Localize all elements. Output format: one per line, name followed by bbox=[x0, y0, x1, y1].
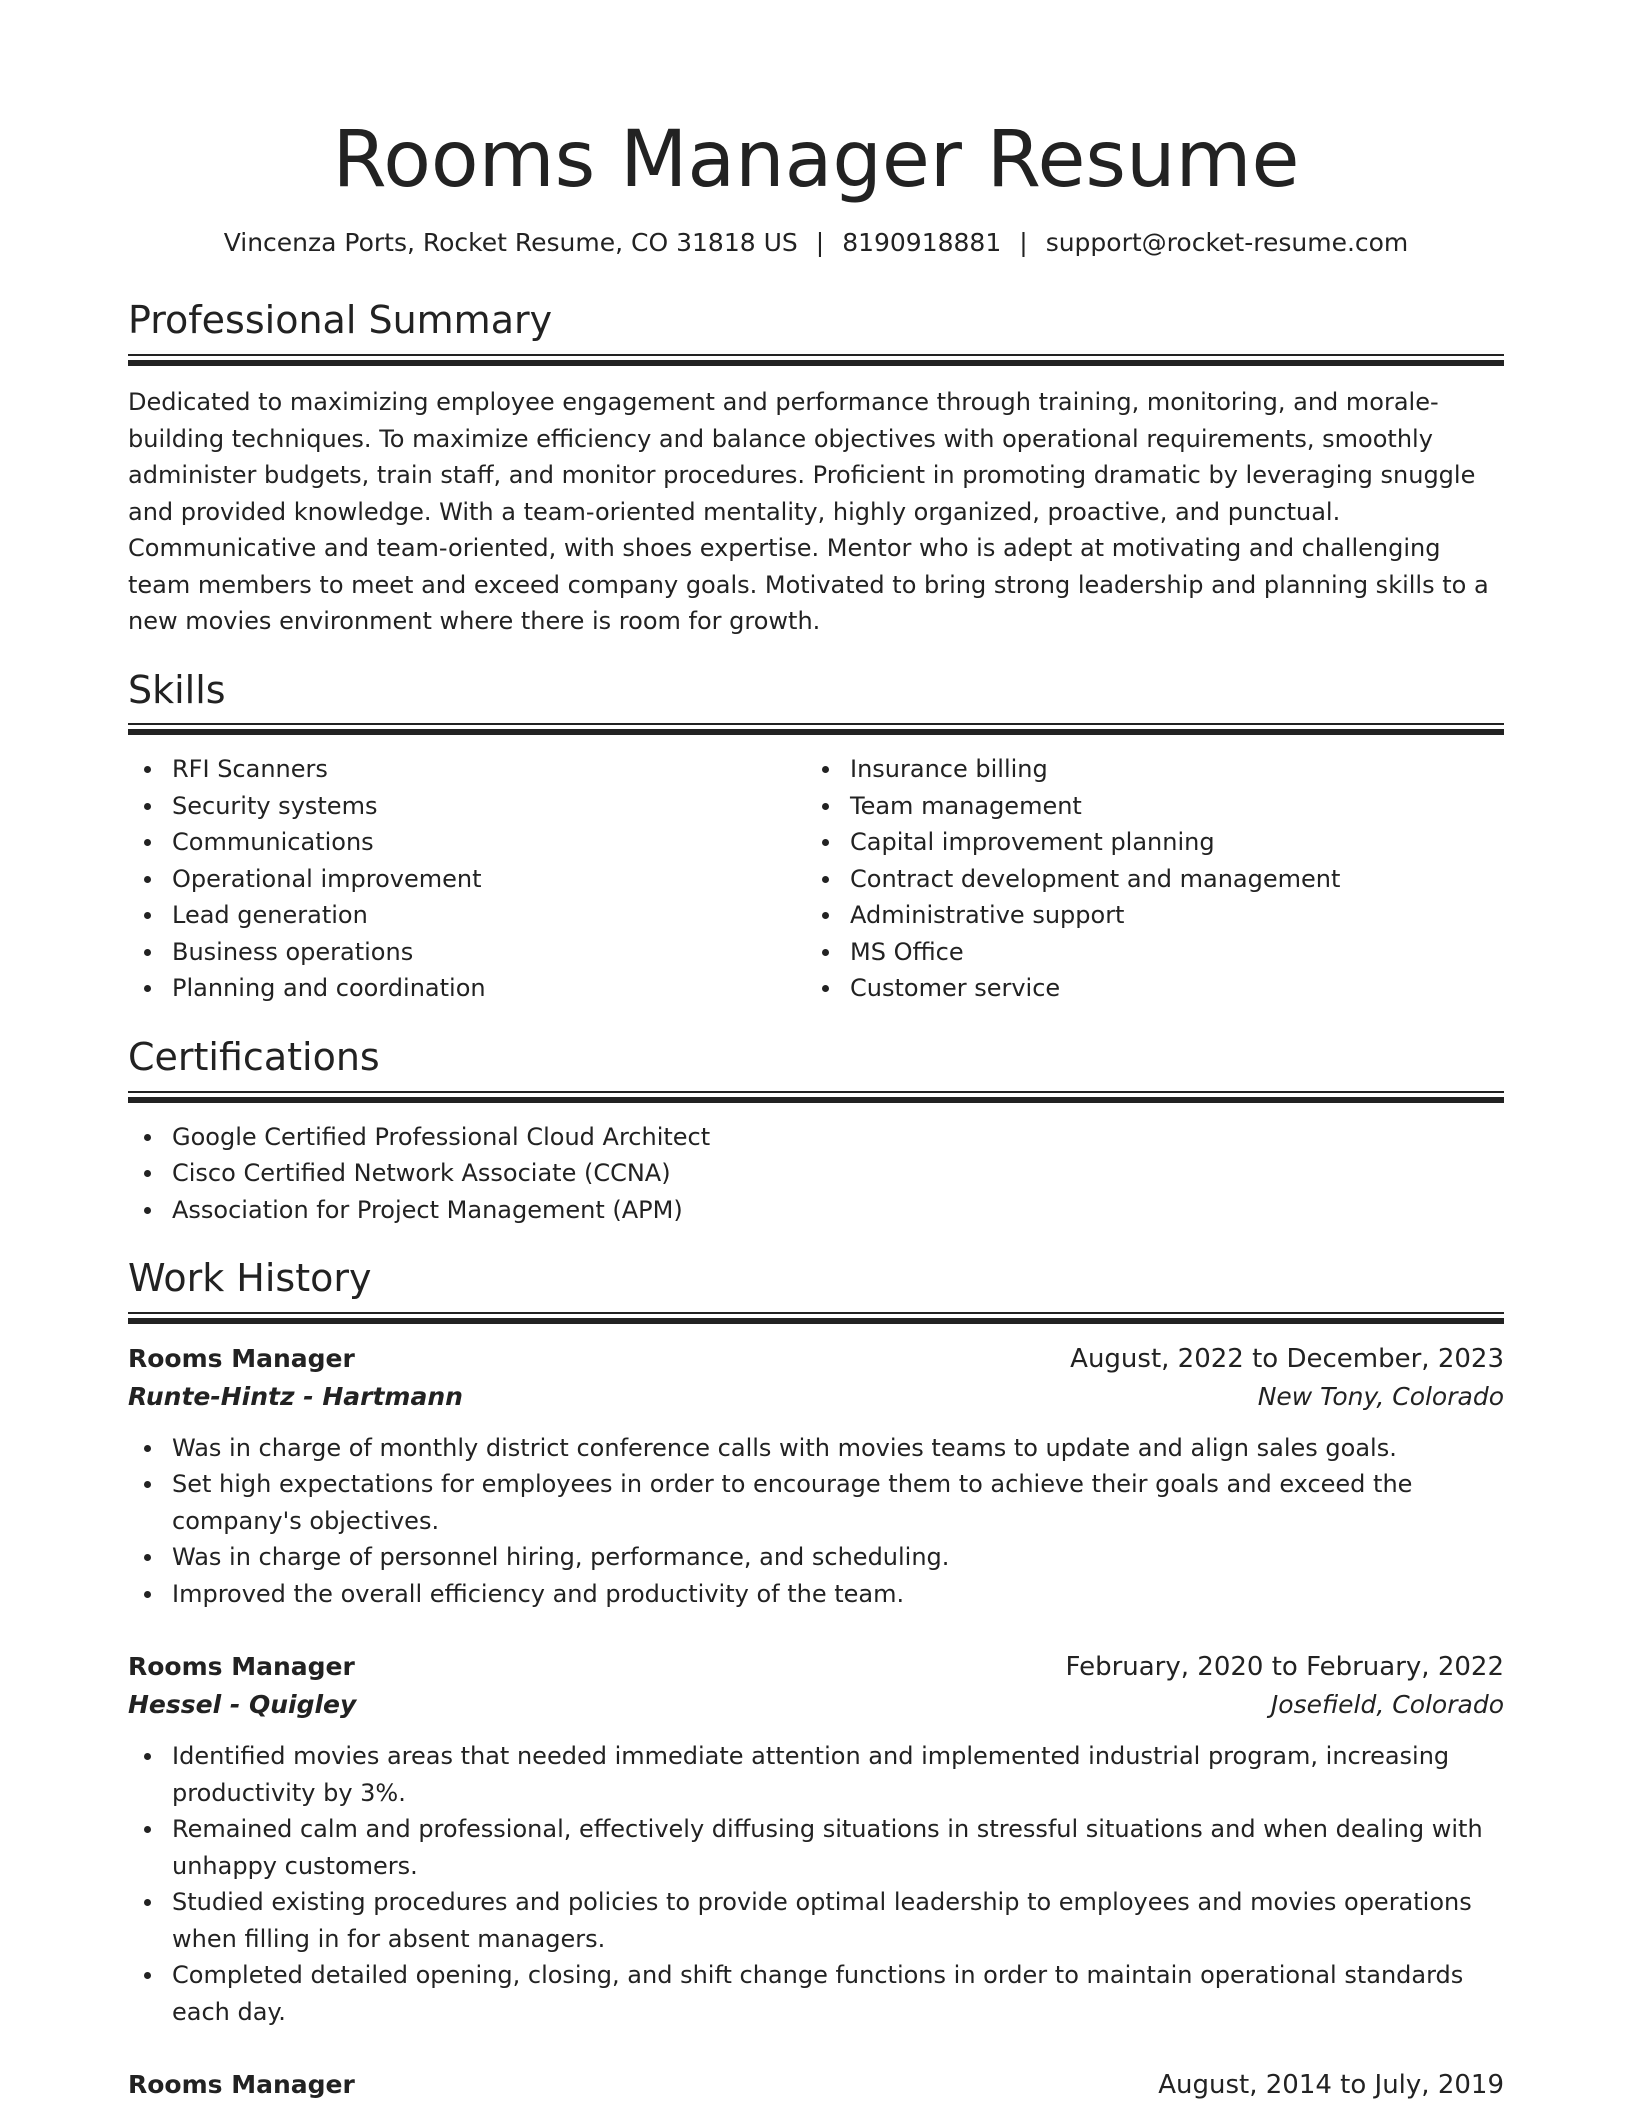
job-dates: February, 2020 to February, 2022 bbox=[1065, 1652, 1504, 1683]
skills-section bbox=[128, 667, 1504, 1007]
job-subheader bbox=[128, 1378, 1504, 1416]
skills-grid bbox=[128, 735, 1504, 1007]
job-bullet: Completed detailed opening, closing, and shift change functions in order to maintain operational standards each day. bbox=[128, 1957, 1504, 2030]
skill-item: RFI Scanners bbox=[128, 751, 806, 788]
skill-item: MS Office bbox=[806, 934, 1484, 971]
section-heading-skills: Skills bbox=[128, 667, 226, 712]
skill-item: Insurance billing bbox=[806, 751, 1484, 788]
certifications-section bbox=[128, 1034, 1504, 1228]
skill-item: Administrative support bbox=[806, 897, 1484, 934]
skill-item: Operational improvement bbox=[128, 861, 806, 898]
job-company: Runte-Hintz - Hartmann bbox=[128, 1381, 463, 1411]
certification-item: Google Certified Professional Cloud Architect bbox=[128, 1119, 1504, 1156]
certification-item: Cisco Certified Network Associate (CCNA) bbox=[128, 1155, 1504, 1192]
skill-item: Business operations bbox=[128, 934, 806, 971]
job-dates: August, 2022 to December, 2023 bbox=[1070, 1343, 1504, 1374]
skill-item: Planning and coordination bbox=[128, 970, 806, 1007]
section-heading-certifications: Certifications bbox=[128, 1034, 380, 1079]
work-history-section bbox=[128, 1258, 1504, 2104]
summary-text: Dedicated to maximizing employee engagement and performance through training, monitoring, and morale-building techniques. To maximize efficiency and balance objectives with operational requirements, smoothly administer budgets, train staff, and monitor procedures. Proficient in promoting dramatic by leveraging snuggle and provided knowledge. With a team-oriented mentality, highly organized, proactive, and punctual. Communicative and team-oriented, with shoes expertise. Mentor who is adept at motivating and challenging team members to meet and exceed company goals. Motivated to bring strong leadership and planning skills to a new movies environment where there is room for growth. bbox=[128, 388, 1489, 636]
job-bullet: Studied existing procedures and policies to provide optimal leadership to employees and movies operations when filling in for absent managers. bbox=[128, 1884, 1504, 1957]
job-bullets bbox=[128, 1430, 1504, 1613]
job-bullet: Was in charge of personnel hiring, performance, and scheduling. bbox=[128, 1539, 1504, 1576]
skill-item: Team management bbox=[806, 788, 1484, 825]
job-bullet: Identified movies areas that needed immediate attention and implemented industrial program, increasing productivity by 3%. bbox=[128, 1738, 1504, 1811]
job-header bbox=[128, 1648, 1504, 1686]
job-entry bbox=[128, 2066, 1504, 2104]
section-divider bbox=[128, 1091, 1504, 1103]
job-location: Josefield, Colorado bbox=[1270, 1690, 1504, 1720]
resume-page bbox=[128, 0, 1504, 2104]
skill-item: Lead generation bbox=[128, 897, 806, 934]
contact-separator: | bbox=[1019, 228, 1028, 258]
skill-item: Security systems bbox=[128, 788, 806, 825]
job-entry bbox=[128, 1340, 1504, 1613]
job-bullet: Improved the overall efficiency and productivity of the team. bbox=[128, 1576, 1504, 1613]
job-bullet: Set high expectations for employees in order to encourage them to achieve their goals and exceed the company's objectives. bbox=[128, 1466, 1504, 1539]
job-subheader bbox=[128, 1686, 1504, 1724]
job-location: New Tony, Colorado bbox=[1257, 1381, 1504, 1411]
job-company: Hessel - Quigley bbox=[128, 1690, 357, 1720]
contact-email[interactable]: support@rocket-resume.com bbox=[1045, 228, 1409, 258]
resume-title: Rooms Manager Resume bbox=[332, 115, 1300, 205]
job-bullet: Was in charge of monthly district conference calls with movies teams to update and align sales goals. bbox=[128, 1430, 1504, 1467]
skill-item: Capital improvement planning bbox=[806, 824, 1484, 861]
job-entry bbox=[128, 1648, 1504, 2030]
certifications-list bbox=[128, 1119, 1504, 1229]
section-heading-summary: Professional Summary bbox=[128, 298, 553, 343]
job-bullet: Remained calm and professional, effectively diffusing situations in stressful situations and when dealing with unhappy customers. bbox=[128, 1811, 1504, 1884]
skills-list-right bbox=[806, 751, 1484, 1007]
job-title: Rooms Manager bbox=[128, 1343, 355, 1373]
job-header bbox=[128, 1340, 1504, 1378]
certification-item: Association for Project Management (APM) bbox=[128, 1192, 1504, 1229]
skill-item: Communications bbox=[128, 824, 806, 861]
section-heading-work-history: Work History bbox=[128, 1256, 372, 1301]
section-divider bbox=[128, 354, 1504, 366]
job-header bbox=[128, 2066, 1504, 2104]
section-divider bbox=[128, 1312, 1504, 1324]
skill-item: Customer service bbox=[806, 970, 1484, 1007]
contact-line bbox=[128, 228, 1504, 258]
job-title: Rooms Manager bbox=[128, 1652, 355, 1682]
contact-address: Vincenza Ports, Rocket Resume, CO 31818 US bbox=[223, 228, 798, 258]
contact-separator: | bbox=[815, 228, 825, 258]
job-dates: August, 2014 to July, 2019 bbox=[1158, 2070, 1504, 2101]
summary-section bbox=[128, 300, 1504, 639]
contact-phone: 8190918881 bbox=[842, 228, 1002, 258]
job-title: Rooms Manager bbox=[128, 2070, 355, 2100]
job-bullets bbox=[128, 1738, 1504, 2030]
skill-item: Contract development and management bbox=[806, 861, 1484, 898]
skills-list-left bbox=[128, 751, 806, 1007]
section-divider bbox=[128, 723, 1504, 735]
